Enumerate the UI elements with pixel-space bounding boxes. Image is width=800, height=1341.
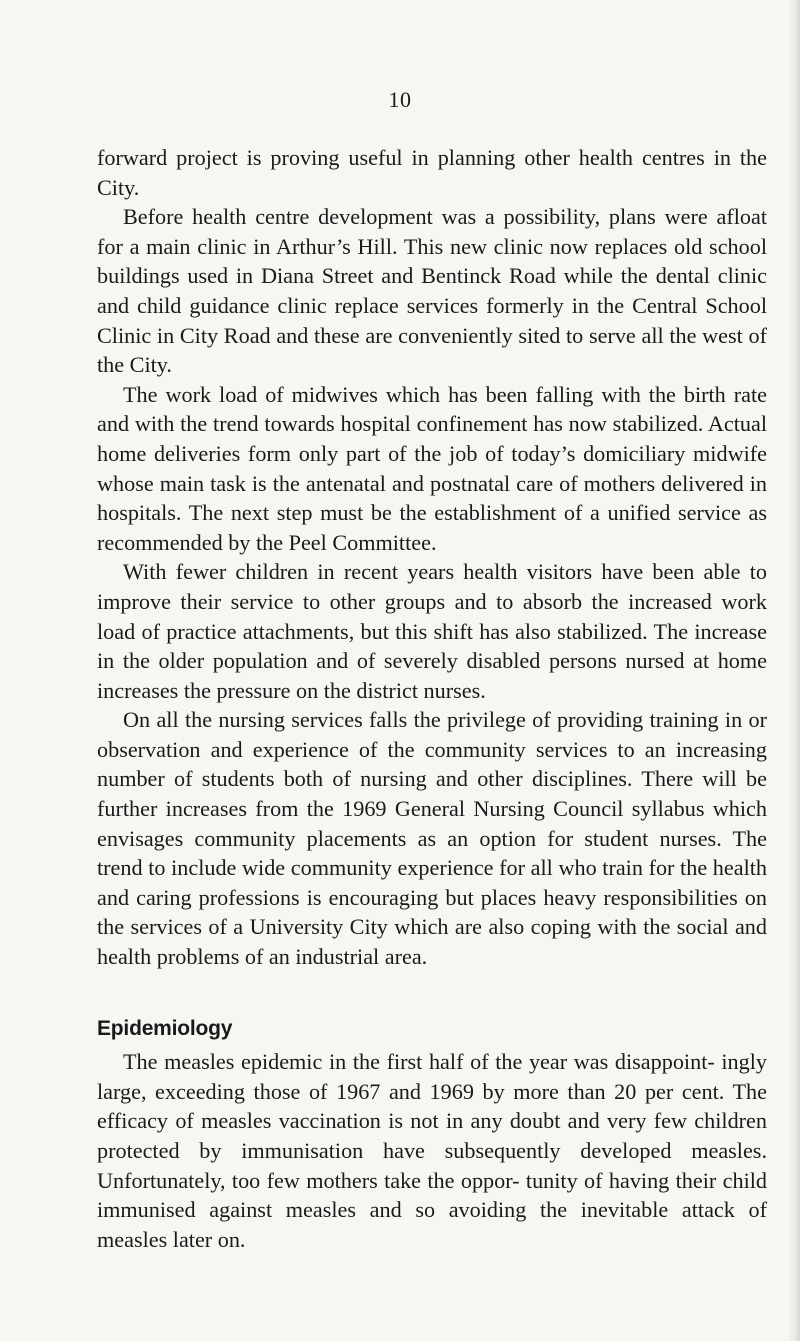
page-number: 10 — [388, 87, 412, 112]
paragraph-continuation: forward project is proving useful in planning other health centres in the City. — [97, 145, 767, 200]
paragraph-health-visitors: With fewer children in recent years health visitors have been able to improve their service to other groups and to absorb the increased work load of practice attachments, but this shift has also stabilized. The increase in the older population and of severely disabled persons nursed at home increases the pressure on the district nurses. — [97, 559, 767, 703]
paragraph-midwives: The work load of midwives which has been falling with the birth rate and with the trend towards hospital confinement has now stabilized. Actual home deliveries form only part of the job of today’s domiciliary midwife whose main task is the antenatal and postnatal care of mothers delivered in hospitals. The next step must be the establishment of a unified service as recommended by the Peel Committee. — [97, 381, 767, 555]
section-heading-epidemiology: Epidemiology — [97, 1016, 233, 1040]
body-text — [97, 143, 767, 1254]
paragraph-health-centre: Before health centre development was a possibility, plans were afloat for a main clinic in Arthur’s Hill. This new clinic now replaces old school buildings used in Diana Street and Bentinck Road while the dental clinic and child guidance clinic replace services formerly in the Central School Clinic in City Road and these are conveniently sited to serve all the west of the City. — [97, 204, 767, 378]
page-edge-shadow — [788, 0, 800, 1341]
paragraph-measles: The measles epidemic in the first half of the year was disappoint- ingly large, exceeding those of 1967 and 1969 by more than 20 per cent. The efficacy of measles vaccination is not in any doubt and very few children protected by immunisation have subsequently developed measles. Unfortunately, too few mothers take the oppor- tunity of having their child immunised against measles and so avoiding the inevitable attack of measles later on. — [97, 1049, 767, 1252]
paragraph-nursing-training: On all the nursing services falls the privilege of providing training in or observation and experience of the community services to an increasing number of students both of nursing and other disciplines. There will be further increases from the 1969 General Nursing Council syllabus which envisages community placements as an option for student nurses. The trend to include wide community experience for all who train for the health and caring professions is encouraging but places heavy responsibilities on the services of a University City which are also coping with the social and health problems of an industrial area. — [97, 707, 767, 970]
